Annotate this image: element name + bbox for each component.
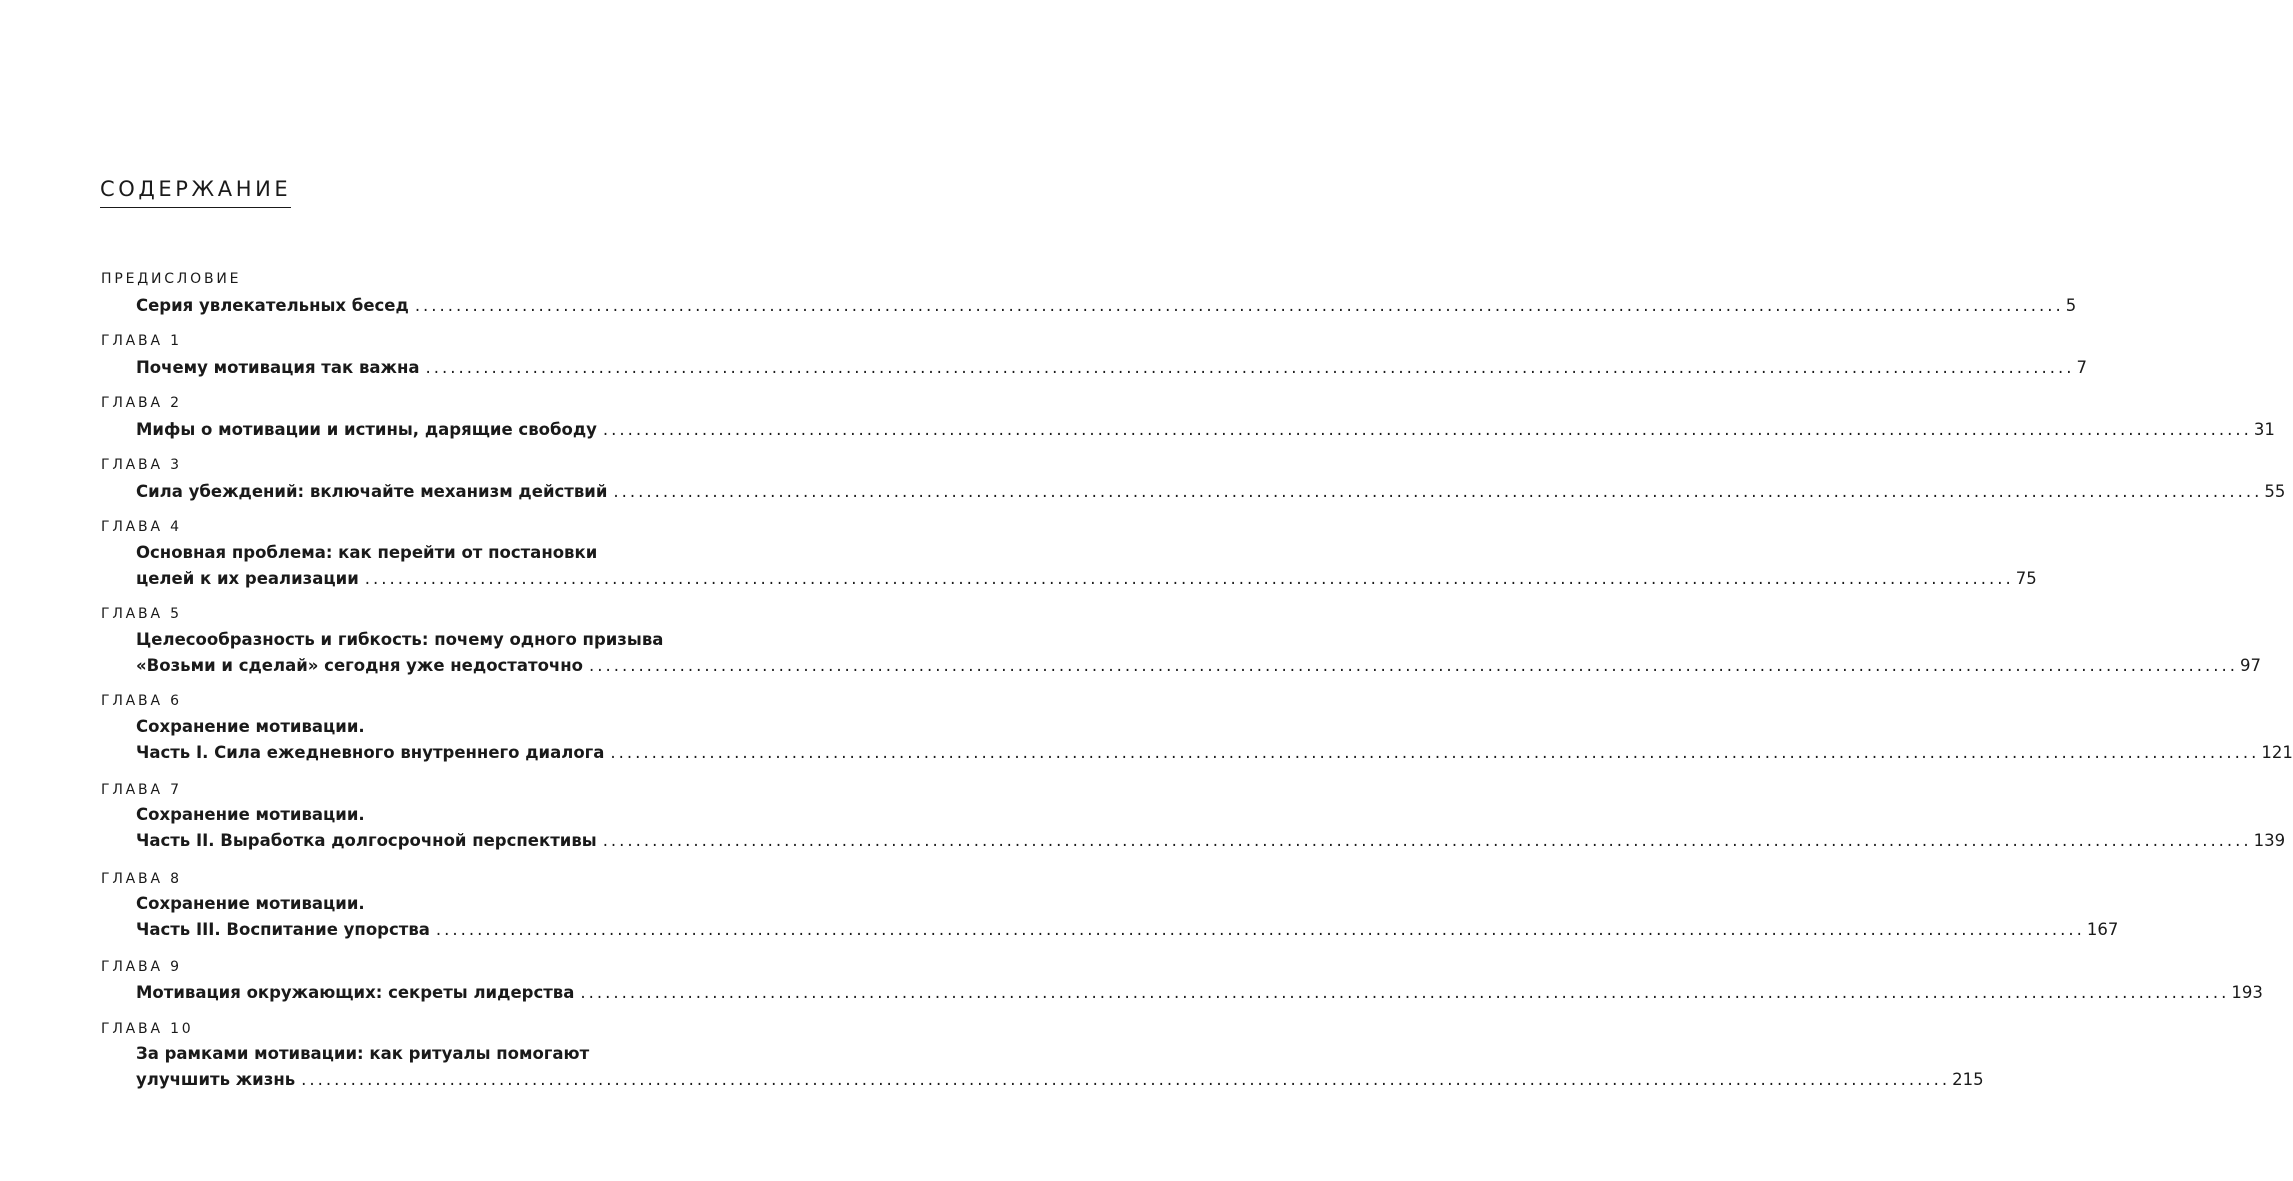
leader-dots: ........................................................................................................................................................................................................: [414, 296, 2064, 315]
entry-title-line: [136, 479, 2286, 505]
entry-label: ГЛАВА 4: [101, 519, 182, 535]
entry-title: За рамками мотивации: как ритуалы помогают: [136, 1044, 590, 1063]
leader-dots: ........................................................................................................................................................................................................: [602, 420, 2252, 439]
entry-label: ГЛАВА 1: [101, 333, 182, 349]
leader-dots: ........................................................................................................................................................................................................: [364, 569, 2014, 588]
entry-label: ГЛАВА 8: [101, 871, 182, 887]
page-number: 75: [2015, 569, 2037, 588]
leader-dots: ........................................................................................................................................................................................................: [301, 1070, 1951, 1089]
entry-title: Мифы о мотивации и истины, дарящие свободу: [136, 420, 597, 439]
entry-label: ГЛАВА 5: [101, 606, 182, 622]
entry-title-line: [136, 714, 725, 740]
entry-title: Целесообразность и гибкость: почему одного призыва: [136, 630, 664, 649]
leader-dots: ........................................................................................................................................................................................................: [610, 743, 2260, 762]
page-title: СОДЕРЖАНИЕ: [100, 176, 291, 208]
page-number: 55: [2264, 482, 2286, 501]
entry-title: Сохранение мотивации.: [136, 717, 365, 736]
entry-title: Сила убеждений: включайте механизм действий: [136, 482, 608, 501]
entry-label: ГЛАВА 9: [101, 959, 182, 975]
leader-dots: ........................................................................................................................................................................................................: [580, 983, 2230, 1002]
entry-title-line: [136, 627, 725, 653]
entry-title-line: [136, 891, 725, 917]
entry-title: Почему мотивация так важна: [136, 358, 420, 377]
entry-title-line: [136, 355, 2087, 381]
entry-title: «Возьми и сделай» сегодня уже недостаточно: [136, 656, 583, 675]
entry-title-line: [136, 802, 725, 828]
entry-title: Основная проблема: как перейти от постановки: [136, 543, 598, 562]
page-number: 97: [2239, 656, 2261, 675]
entry-label: ГЛАВА 6: [101, 693, 182, 709]
entry-title-line: [136, 917, 2119, 943]
entry-title-line: [136, 740, 2293, 766]
entry-title-line: [136, 1041, 725, 1067]
entry-title: Часть II. Выработка долгосрочной перспективы: [136, 831, 597, 850]
entry-title: целей к их реализации: [136, 569, 359, 588]
page-number: 139: [2253, 831, 2286, 850]
entry-title-line: [136, 293, 2077, 319]
entry-title-line: [136, 566, 2037, 592]
entry-label: ГЛАВА 10: [101, 1021, 194, 1037]
leader-dots: ........................................................................................................................................................................................................: [435, 920, 2085, 939]
entry-title-line: [136, 653, 2261, 679]
entry-title: Сохранение мотивации.: [136, 805, 365, 824]
entry-label: ГЛАВА 7: [101, 782, 182, 798]
entry-title: Серия увлекательных бесед: [136, 296, 409, 315]
leader-dots: ........................................................................................................................................................................................................: [613, 482, 2263, 501]
page-number: 121: [2261, 743, 2293, 762]
page-number: 215: [1952, 1070, 1984, 1089]
entry-label: ГЛАВА 2: [101, 395, 182, 411]
entry-title-line: [136, 1067, 1984, 1093]
entry-label: ГЛАВА 3: [101, 457, 182, 473]
entry-title: улучшить жизнь: [136, 1070, 296, 1089]
leader-dots: ........................................................................................................................................................................................................: [602, 831, 2252, 850]
page-number: 31: [2253, 420, 2275, 439]
leader-dots: ........................................................................................................................................................................................................: [588, 656, 2238, 675]
entry-title: Мотивация окружающих: секреты лидерства: [136, 983, 575, 1002]
entry-title-line: [136, 417, 2275, 443]
page-number: 5: [2065, 296, 2077, 315]
entry-title: Часть III. Воспитание упорства: [136, 920, 430, 939]
entry-title-line: [136, 828, 2286, 854]
page-number: 193: [2231, 983, 2263, 1002]
page-number: 167: [2086, 920, 2119, 939]
leader-dots: ........................................................................................................................................................................................................: [425, 358, 2075, 377]
entry-title: Сохранение мотивации.: [136, 894, 365, 913]
entry-title-line: [136, 540, 725, 566]
page-number: 7: [2076, 358, 2087, 377]
entry-title-line: [136, 980, 2263, 1006]
entry-title: Часть I. Сила ежедневного внутреннего диалога: [136, 743, 605, 762]
entry-label: ПРЕДИСЛОВИЕ: [101, 271, 242, 287]
